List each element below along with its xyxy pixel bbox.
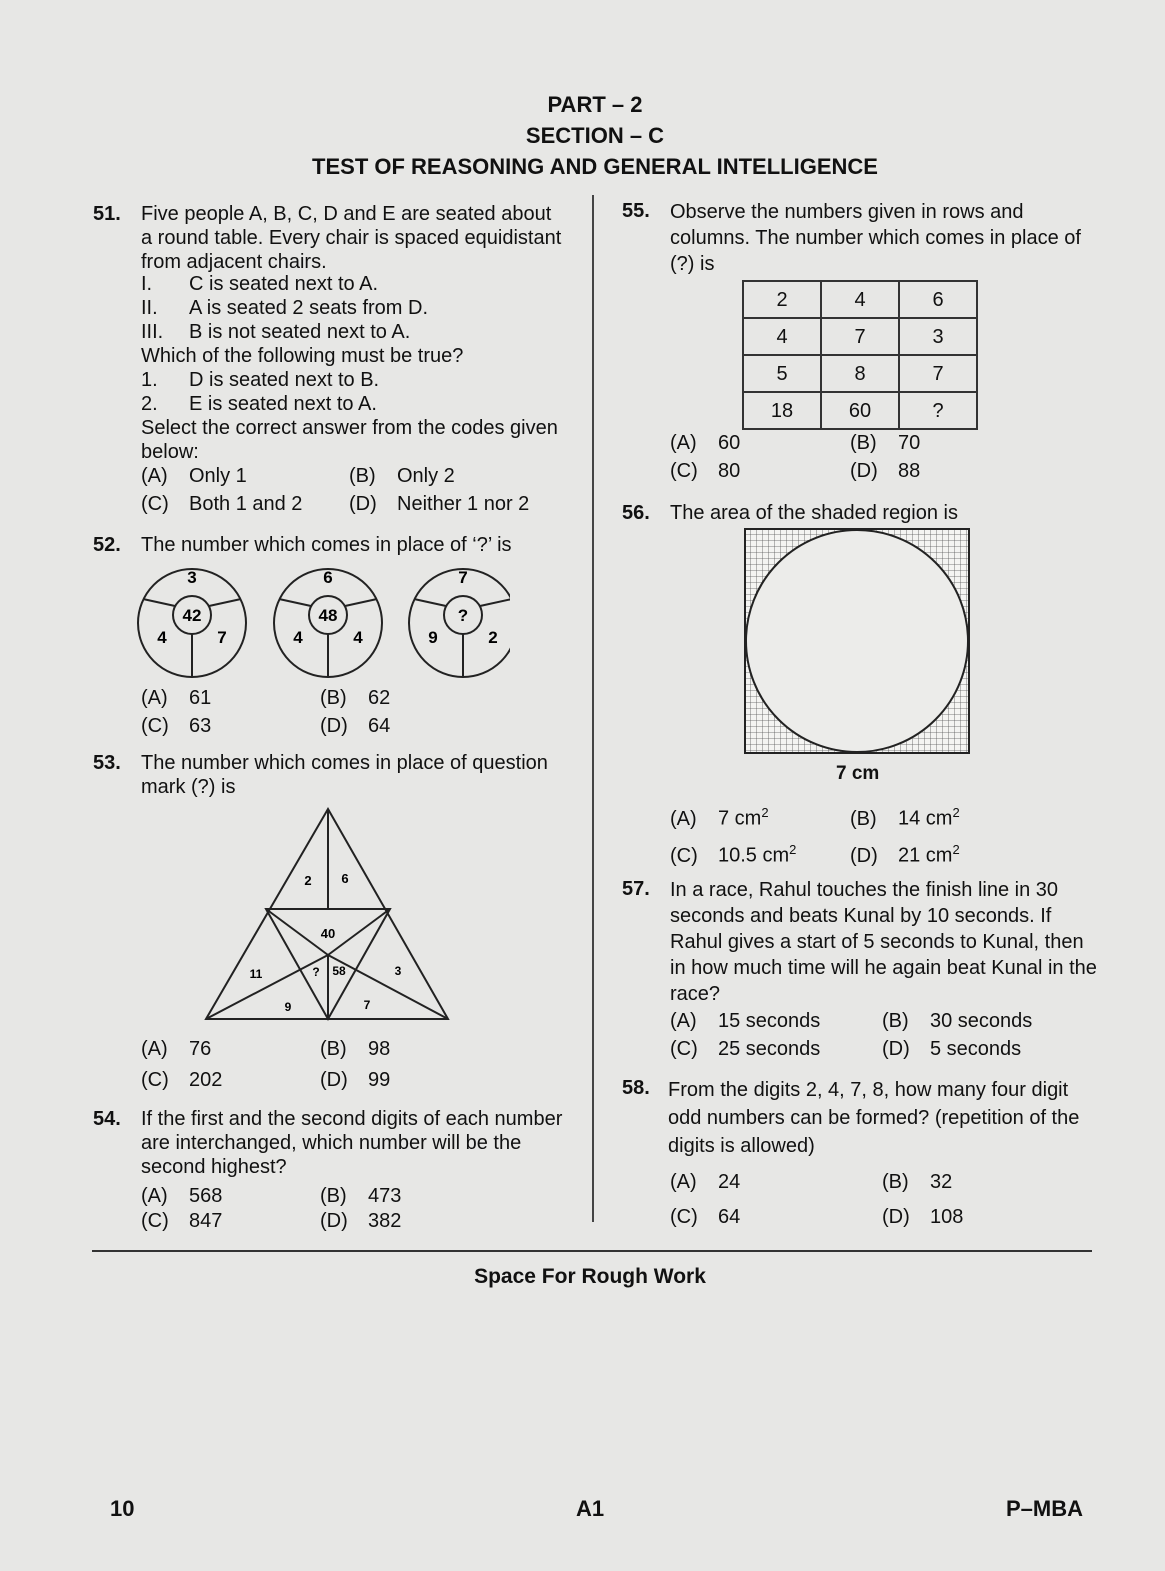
- option-label: (A): [141, 687, 168, 709]
- option-label: (A): [670, 1010, 697, 1032]
- option-label: (A): [670, 807, 697, 830]
- tri-top-left: 2: [304, 873, 312, 888]
- option-label: (D): [320, 1210, 348, 1232]
- option-label: (C): [141, 493, 169, 515]
- option-b[interactable]: [882, 1009, 1032, 1033]
- part-heading: PART – 2: [547, 92, 643, 117]
- tri-top-right: 6: [341, 871, 349, 886]
- question-number: 51.: [93, 203, 121, 225]
- question-number: 53.: [93, 752, 121, 774]
- option-label: (C): [670, 1038, 698, 1060]
- circle-1-right: 7: [217, 628, 227, 647]
- option-label: (C): [670, 844, 698, 867]
- question-number: 58.: [622, 1077, 650, 1099]
- option-c[interactable]: [670, 1205, 740, 1229]
- inscribed-circle: [746, 530, 968, 752]
- circle-3-right: 2: [488, 628, 498, 647]
- option-a[interactable]: [670, 1170, 740, 1194]
- option-text: 64: [368, 715, 391, 737]
- option-text: 70: [898, 432, 921, 454]
- option-text: Only 1: [189, 465, 247, 487]
- circle-1-center: 42: [182, 606, 202, 625]
- option-c[interactable]: [670, 1037, 820, 1061]
- option-d[interactable]: [850, 838, 960, 868]
- tri-left-outer: 11: [249, 967, 263, 981]
- option-text: 108: [930, 1206, 964, 1228]
- option-label: (C): [670, 1206, 698, 1228]
- circle-3-left: 9: [428, 628, 438, 647]
- option-label: (D): [320, 715, 348, 737]
- circle-1-top: 3: [187, 568, 197, 587]
- option-text: 24: [718, 1171, 741, 1193]
- grid-cell: 18: [743, 392, 821, 429]
- question-number: 55.: [622, 200, 650, 222]
- option-c[interactable]: [670, 459, 740, 483]
- option-text: 62: [368, 687, 391, 709]
- grid-cell: 4: [743, 318, 821, 355]
- option-label: (A): [141, 1185, 168, 1207]
- grid-row: [743, 392, 977, 429]
- question-text: In a race, Rahul touches the finish line in 30 seconds and beats Kunal by 10 seconds. If Rahul gives a start of 5 seconds to Kunal, then in how much time will he again beat Kunal in the race?: [670, 879, 1097, 1005]
- option-text: 21 cm: [898, 844, 953, 867]
- option-label: (A): [141, 1038, 168, 1060]
- option-label: (C): [141, 715, 169, 737]
- option-label: (D): [349, 493, 377, 515]
- question-text: If the first and the second digits of each number are interchanged, which number will be the second highest?: [141, 1108, 563, 1178]
- option-text: 382: [368, 1210, 402, 1232]
- option-text: 63: [189, 715, 212, 737]
- question-text: From the digits 2, 4, 7, 8, how many four digit odd numbers can be formed? (repetition of the digits is allowed): [668, 1079, 1080, 1157]
- option-a[interactable]: [670, 431, 740, 455]
- option-label: (B): [882, 1010, 909, 1032]
- conclusion-text: E is seated next to A.: [189, 393, 377, 415]
- option-label: (A): [670, 432, 697, 454]
- test-title: TEST OF REASONING AND GENERAL INTELLIGENCE: [312, 154, 878, 179]
- question-number: 52.: [93, 534, 121, 556]
- option-text: 14 cm: [898, 807, 953, 830]
- option-text: Both 1 and 2: [189, 493, 303, 515]
- option-label: (D): [850, 460, 878, 482]
- option-label: (D): [320, 1069, 348, 1091]
- grid-cell: 7: [899, 355, 977, 392]
- option-label: (D): [850, 844, 878, 867]
- grid-cell: 3: [899, 318, 977, 355]
- dimension-label: 7 cm: [836, 763, 880, 784]
- option-text: 202: [189, 1069, 223, 1091]
- section-heading: SECTION – C: [525, 123, 665, 148]
- statement-text: C is seated next to A.: [189, 273, 378, 295]
- grid-cell: 2: [743, 281, 821, 318]
- statement-number: III.: [141, 321, 164, 343]
- question-text: The area of the shaded region is: [670, 502, 958, 524]
- circle-1-left: 4: [157, 628, 167, 647]
- option-text: Neither 1 nor 2: [397, 493, 530, 515]
- grid-row: [743, 281, 977, 318]
- statement-text: A is seated 2 seats from D.: [189, 297, 428, 319]
- option-text: 473: [368, 1185, 402, 1207]
- option-label: (C): [141, 1210, 169, 1232]
- tri-center-top: 40: [320, 926, 336, 941]
- option-text: 25 seconds: [718, 1038, 821, 1060]
- question-number: 56.: [622, 502, 650, 524]
- statement-number: I.: [141, 273, 153, 295]
- superscript: 2: [952, 805, 960, 820]
- grid-cell: 8: [821, 355, 899, 392]
- question-prompt: Which of the following must be true?: [141, 345, 464, 367]
- option-text: 99: [368, 1069, 391, 1091]
- option-d[interactable]: [850, 459, 920, 483]
- grid-cell: 60: [821, 392, 899, 429]
- conclusion-number: 2.: [141, 393, 158, 415]
- option-label: (A): [670, 1171, 697, 1193]
- option-text: 847: [189, 1210, 223, 1232]
- option-d[interactable]: [882, 1037, 1021, 1061]
- option-b[interactable]: [882, 1170, 952, 1194]
- option-label: (B): [349, 465, 376, 487]
- circle-2-top: 6: [323, 568, 333, 587]
- option-text: Only 2: [397, 465, 455, 487]
- option-text: 60: [718, 432, 741, 454]
- statement-text: B is not seated next to A.: [189, 321, 411, 343]
- tri-bottom-left: 9: [284, 1000, 292, 1014]
- rough-work-divider: [92, 1250, 1092, 1252]
- option-a[interactable]: [670, 801, 769, 831]
- shaded-square-figure: [744, 528, 970, 754]
- tri-question-mark: ?: [312, 965, 320, 979]
- option-text: 88: [898, 460, 921, 482]
- option-label: (B): [850, 807, 877, 830]
- option-label: (A): [141, 465, 168, 487]
- grid-row: [743, 318, 977, 355]
- option-text: 5 seconds: [930, 1038, 1022, 1060]
- superscript: 2: [789, 842, 797, 857]
- option-text: 10.5 cm: [718, 844, 790, 867]
- option-label: (D): [882, 1206, 910, 1228]
- number-grid: [742, 280, 978, 430]
- grid-cell: ?: [899, 392, 977, 429]
- question-number: 57.: [622, 878, 650, 900]
- question-text: The number which comes in place of question mark (?) is: [141, 752, 548, 798]
- question-number: 54.: [93, 1108, 121, 1130]
- rough-work-label: Space For Rough Work: [474, 1265, 706, 1288]
- tri-bottom-right: 7: [363, 998, 371, 1012]
- option-b[interactable]: [850, 431, 920, 455]
- conclusion-number: 1.: [141, 369, 158, 391]
- option-text: 568: [189, 1185, 223, 1207]
- option-label: (B): [850, 432, 877, 454]
- question-text: Five people A, B, C, D and E are seated about a round table. Every chair is spaced equidistant from adjacent chairs.: [141, 203, 562, 273]
- option-label: (B): [320, 687, 347, 709]
- circle-2-center: 48: [318, 606, 338, 625]
- option-text: 30 seconds: [930, 1010, 1033, 1032]
- option-label: (B): [320, 1038, 347, 1060]
- question-text: Observe the numbers given in rows and columns. The number which comes in place of (?) is: [670, 201, 1081, 275]
- tri-center: 58: [332, 964, 346, 978]
- circle-3-center: ?: [457, 606, 469, 625]
- grid-cell: 4: [821, 281, 899, 318]
- grid-cell: 7: [821, 318, 899, 355]
- conclusion-text: D is seated next to B.: [189, 369, 380, 391]
- superscript: 2: [761, 805, 769, 820]
- option-text: 32: [930, 1171, 953, 1193]
- superscript: 2: [952, 842, 960, 857]
- option-text: 7 cm: [718, 807, 762, 830]
- option-d[interactable]: [882, 1205, 963, 1229]
- option-c[interactable]: [670, 838, 796, 868]
- option-label: (C): [670, 460, 698, 482]
- grid-row: [743, 355, 977, 392]
- option-label: (D): [882, 1038, 910, 1060]
- option-text: 61: [189, 687, 212, 709]
- circle-2-left: 4: [293, 628, 303, 647]
- option-text: 15 seconds: [718, 1010, 821, 1032]
- booklet-code: A1: [576, 1496, 605, 1521]
- option-text: 98: [368, 1038, 391, 1060]
- option-label: (B): [320, 1185, 347, 1207]
- option-text: 76: [189, 1038, 212, 1060]
- option-b[interactable]: [850, 801, 960, 831]
- instruction-text: Select the correct answer from the codes given below:: [141, 417, 558, 463]
- option-a[interactable]: [670, 1009, 820, 1033]
- tri-right-outer: 3: [394, 964, 402, 978]
- option-label: (B): [882, 1171, 909, 1193]
- statement-number: II.: [141, 297, 158, 319]
- option-label: (C): [141, 1069, 169, 1091]
- page-number: 10: [110, 1496, 135, 1521]
- option-text: 64: [718, 1206, 741, 1228]
- option-text: 80: [718, 460, 741, 482]
- grid-cell: 5: [743, 355, 821, 392]
- paper-code: P–MBA: [1006, 1496, 1084, 1521]
- grid-cell: 6: [899, 281, 977, 318]
- question-text: The number which comes in place of ‘?’ is: [141, 534, 512, 556]
- circle-2-right: 4: [353, 628, 363, 647]
- circle-3-top: 7: [458, 568, 468, 587]
